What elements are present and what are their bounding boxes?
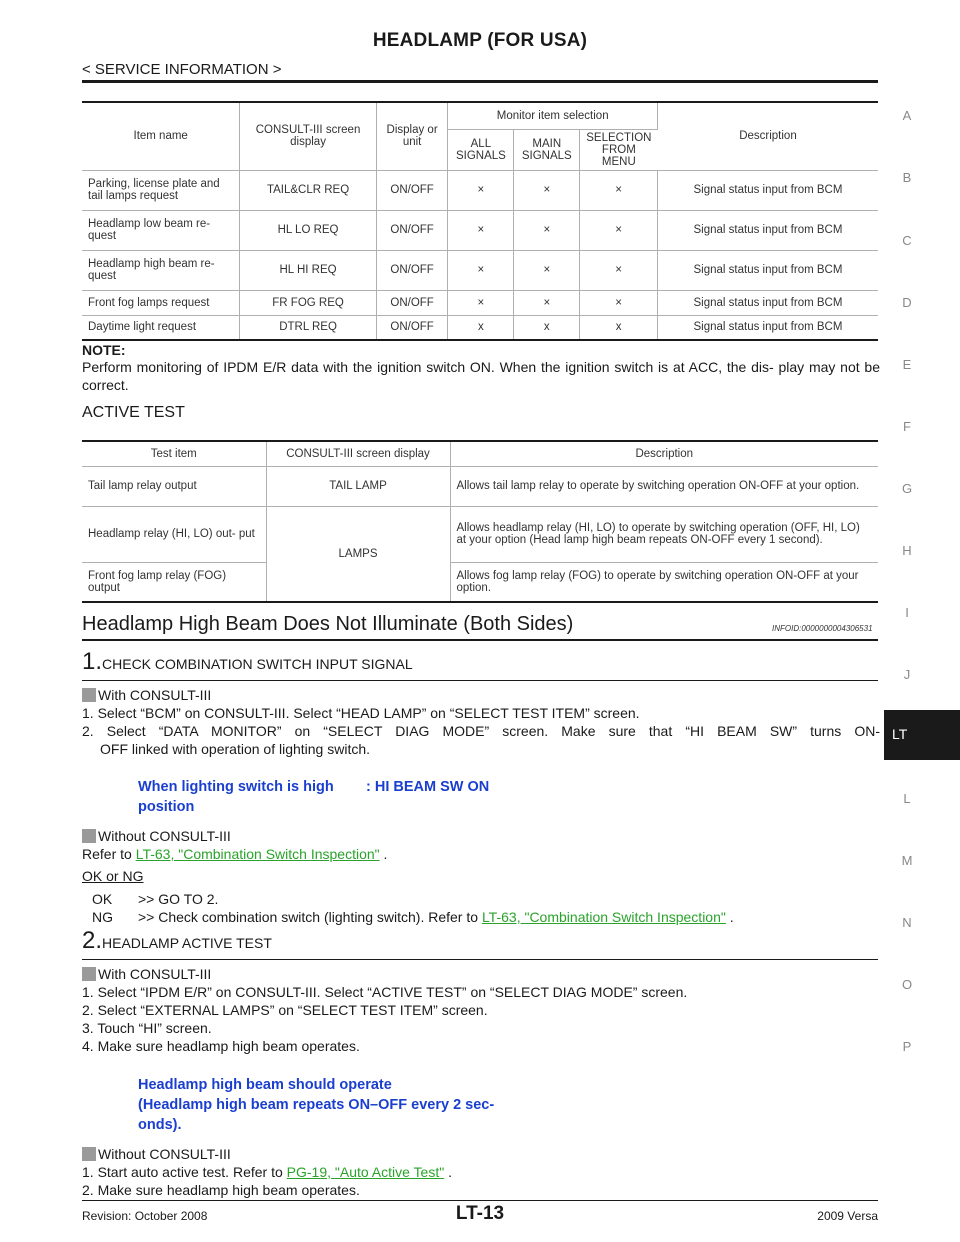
cell-item: Tail lamp relay output: [82, 466, 266, 506]
active-test-title: ACTIVE TEST: [82, 404, 185, 421]
side-letter-l[interactable]: L: [903, 791, 911, 806]
step1-ok-text: >> GO TO 2.: [138, 891, 219, 907]
header-test-item: Test item: [82, 442, 266, 466]
cell-display: LAMPS: [266, 506, 450, 602]
consult-square-icon: [82, 829, 96, 843]
section-rule: [82, 639, 878, 641]
table-row: [82, 290, 878, 315]
step2-item-1: 1. Select “IPDM E/R” on CONSULT-III. Select “ACTIVE TEST” on “SELECT DIAG MODE” screen.: [82, 984, 688, 1000]
table-row: [82, 250, 878, 290]
header-monitor-selection: Monitor item selection: [448, 103, 658, 129]
step1-spec-label-1: When lighting switch is high: [138, 779, 334, 795]
active-test-table: [82, 442, 878, 603]
cell-all: x: [448, 315, 514, 340]
step1-ok-label: OK: [92, 891, 113, 907]
cell-all: ×: [448, 290, 514, 315]
header-main-signals: MAIN SIGNALS: [514, 129, 580, 170]
table-row: [82, 210, 878, 250]
link-lt63-ng[interactable]: LT-63, "Combination Switch Inspection": [481, 909, 726, 925]
side-letter-j[interactable]: J: [903, 667, 911, 682]
side-letter-p[interactable]: P: [902, 1039, 912, 1054]
cell-item: Front fog lamp relay (FOG) output: [82, 562, 266, 602]
table-row: [82, 466, 878, 506]
note-label: NOTE:: [82, 342, 126, 358]
step1-item-2: 2. Select “DATA MONITOR” on “SELECT DIAG MODE” screen. Make sure that “HI BEAM SW” turns ON-: [82, 723, 880, 739]
header-description: Description: [450, 442, 878, 466]
page-subtitle: < SERVICE INFORMATION >: [82, 61, 282, 78]
step1-title: CHECK COMBINATION SWITCH INPUT SIGNAL: [102, 656, 413, 672]
side-letter-e[interactable]: E: [902, 357, 912, 372]
cell-sel: ×: [580, 170, 658, 210]
step2-heading: [82, 927, 272, 955]
step2-number: 2.: [82, 927, 103, 954]
cell-display: TAIL&CLR REQ: [240, 170, 376, 210]
header-selection-from-menu: SELECTION FROM MENU: [580, 129, 658, 170]
step1-item-2-cont: OFF linked with operation of lighting switch.: [100, 741, 371, 757]
cell-main: ×: [514, 210, 580, 250]
cell-main: x: [514, 315, 580, 340]
cell-desc: Allows fog lamp relay (FOG) to operate by switching operation ON-OFF at your option.: [450, 562, 878, 602]
cell-unit: ON/OFF: [376, 250, 448, 290]
cell-all: ×: [448, 250, 514, 290]
section-title: Headlamp High Beam Does Not Illuminate (Both Sides): [82, 613, 574, 635]
step2-spec-line-2: (Headlamp high beam repeats ON–OFF every 2 sec-: [138, 1097, 495, 1113]
table-row: [82, 506, 878, 562]
step2-w-item-2: 2. Make sure headlamp high beam operates.: [82, 1182, 360, 1198]
page-title: HEADLAMP (FOR USA): [372, 30, 588, 51]
cell-all: ×: [448, 170, 514, 210]
consult-square-icon: [82, 967, 96, 981]
footer-model: 2009 Versa: [817, 1209, 878, 1223]
footer-rule: [82, 1200, 878, 1201]
header-all-signals: ALL SIGNALS: [448, 129, 514, 170]
header-display-unit: Display or unit: [376, 103, 448, 170]
cell-item: Parking, license plate and tail lamps request: [82, 170, 240, 210]
header-description: Description: [657, 103, 878, 170]
cell-item: Front fog lamps request: [82, 290, 240, 315]
side-letter-f[interactable]: F: [903, 419, 911, 434]
header-rule: [82, 80, 878, 83]
step1-refer: Refer to LT-63, "Combination Switch Inspection" .: [82, 846, 388, 862]
cell-main: ×: [514, 250, 580, 290]
step1-okng: OK or NG: [82, 868, 144, 884]
monitor-table: [82, 103, 878, 341]
step1-ng-label: NG: [92, 909, 113, 925]
step2-with-consult: With CONSULT-III: [82, 965, 211, 983]
cell-item: Headlamp relay (HI, LO) out- put: [82, 506, 266, 562]
cell-item: Daytime light request: [82, 315, 240, 340]
note-text: Perform monitoring of IPDM E/R data with the ignition switch ON. When the ignition switch is at ACC, the dis- play may not be correct.: [82, 359, 880, 393]
cell-desc: Signal status input from BCM: [657, 170, 878, 210]
cell-display: TAIL LAMP: [266, 466, 450, 506]
link-lt63[interactable]: LT-63, "Combination Switch Inspection": [135, 846, 380, 862]
cell-desc: Allows headlamp relay (HI, LO) to operate by switching operation (OFF, HI, LO) at your option (Head lamp high beam repeats ON-OFF every 1 second).: [450, 506, 878, 562]
side-letter-o[interactable]: O: [901, 977, 913, 992]
cell-unit: ON/OFF: [376, 290, 448, 315]
header-screen-display: CONSULT-III screen display: [240, 103, 376, 170]
cell-item: Headlamp low beam re- quest: [82, 210, 240, 250]
cell-desc: Signal status input from BCM: [657, 315, 878, 340]
table-row: [82, 170, 878, 210]
table-row: [82, 562, 878, 602]
footer-page-number: LT-13: [455, 1203, 505, 1224]
side-letter-i[interactable]: I: [905, 605, 909, 620]
step2-item-3: 3. Touch “HI” screen.: [82, 1020, 212, 1036]
cell-display: HL HI REQ: [240, 250, 376, 290]
step1-heading: [82, 648, 413, 676]
cell-sel: ×: [580, 210, 658, 250]
side-letter-m[interactable]: M: [901, 853, 913, 868]
header-item-name: Item name: [82, 103, 240, 170]
cell-desc: Signal status input from BCM: [657, 210, 878, 250]
cell-main: ×: [514, 290, 580, 315]
consult-square-icon: [82, 1147, 96, 1161]
side-letter-c[interactable]: C: [902, 233, 912, 248]
side-letter-g[interactable]: G: [901, 481, 913, 496]
step1-with-consult: With CONSULT-III: [82, 686, 211, 704]
link-pg19[interactable]: PG-19, "Auto Active Test": [286, 1164, 445, 1180]
step2-spec-line-1: Headlamp high beam should operate: [138, 1077, 392, 1093]
table-row: [82, 315, 878, 340]
cell-sel: ×: [580, 290, 658, 315]
step1-rule: [82, 680, 878, 681]
side-tab-active-label: LT: [892, 726, 908, 742]
step1-ng-text: >> Check combination switch (lighting switch). Refer to LT-63, "Combination Switch Inspection" .: [138, 909, 734, 925]
side-letter-d[interactable]: D: [902, 295, 912, 310]
step1-number: 1.: [82, 648, 103, 675]
cell-sel: x: [580, 315, 658, 340]
cell-desc: Signal status input from BCM: [657, 290, 878, 315]
side-tab-active[interactable]: [884, 710, 960, 760]
step2-without-consult: Without CONSULT-III: [82, 1145, 231, 1163]
step2-spec-line-3: onds).: [138, 1117, 182, 1133]
cell-main: ×: [514, 170, 580, 210]
side-letter-n[interactable]: N: [902, 915, 912, 930]
info-id: INFOID:0000000004306531: [772, 624, 873, 633]
cell-unit: ON/OFF: [376, 315, 448, 340]
side-letter-b[interactable]: B: [902, 170, 912, 185]
step2-title: HEADLAMP ACTIVE TEST: [102, 935, 272, 951]
cell-desc: Allows tail lamp relay to operate by switching operation ON-OFF at your option.: [450, 466, 878, 506]
step1-spec-label-2: position: [138, 799, 195, 815]
cell-sel: ×: [580, 250, 658, 290]
step2-rule: [82, 959, 878, 960]
cell-display: DTRL REQ: [240, 315, 376, 340]
consult-square-icon: [82, 688, 96, 702]
cell-item: Headlamp high beam re- quest: [82, 250, 240, 290]
side-index: [884, 0, 960, 1242]
cell-unit: ON/OFF: [376, 170, 448, 210]
side-letter-a[interactable]: A: [902, 108, 912, 123]
cell-desc: Signal status input from BCM: [657, 250, 878, 290]
footer-revision: Revision: October 2008: [82, 1209, 208, 1223]
step2-item-4: 4. Make sure headlamp high beam operates.: [82, 1038, 360, 1054]
step2-w-item-1: 1. Start auto active test. Refer to PG-19, "Auto Active Test" .: [82, 1164, 452, 1180]
cell-display: FR FOG REQ: [240, 290, 376, 315]
cell-unit: ON/OFF: [376, 210, 448, 250]
cell-display: HL LO REQ: [240, 210, 376, 250]
side-letter-h[interactable]: H: [902, 543, 912, 558]
step1-without-consult: Without CONSULT-III: [82, 827, 231, 845]
step1-spec-value: : HI BEAM SW ON: [366, 779, 490, 795]
step1-item-1: 1. Select “BCM” on CONSULT-III. Select “HEAD LAMP” on “SELECT TEST ITEM” screen.: [82, 705, 640, 721]
cell-all: ×: [448, 210, 514, 250]
step2-item-2: 2. Select “EXTERNAL LAMPS” on “SELECT TEST ITEM” screen.: [82, 1002, 488, 1018]
header-screen-display: CONSULT-III screen display: [266, 442, 450, 466]
